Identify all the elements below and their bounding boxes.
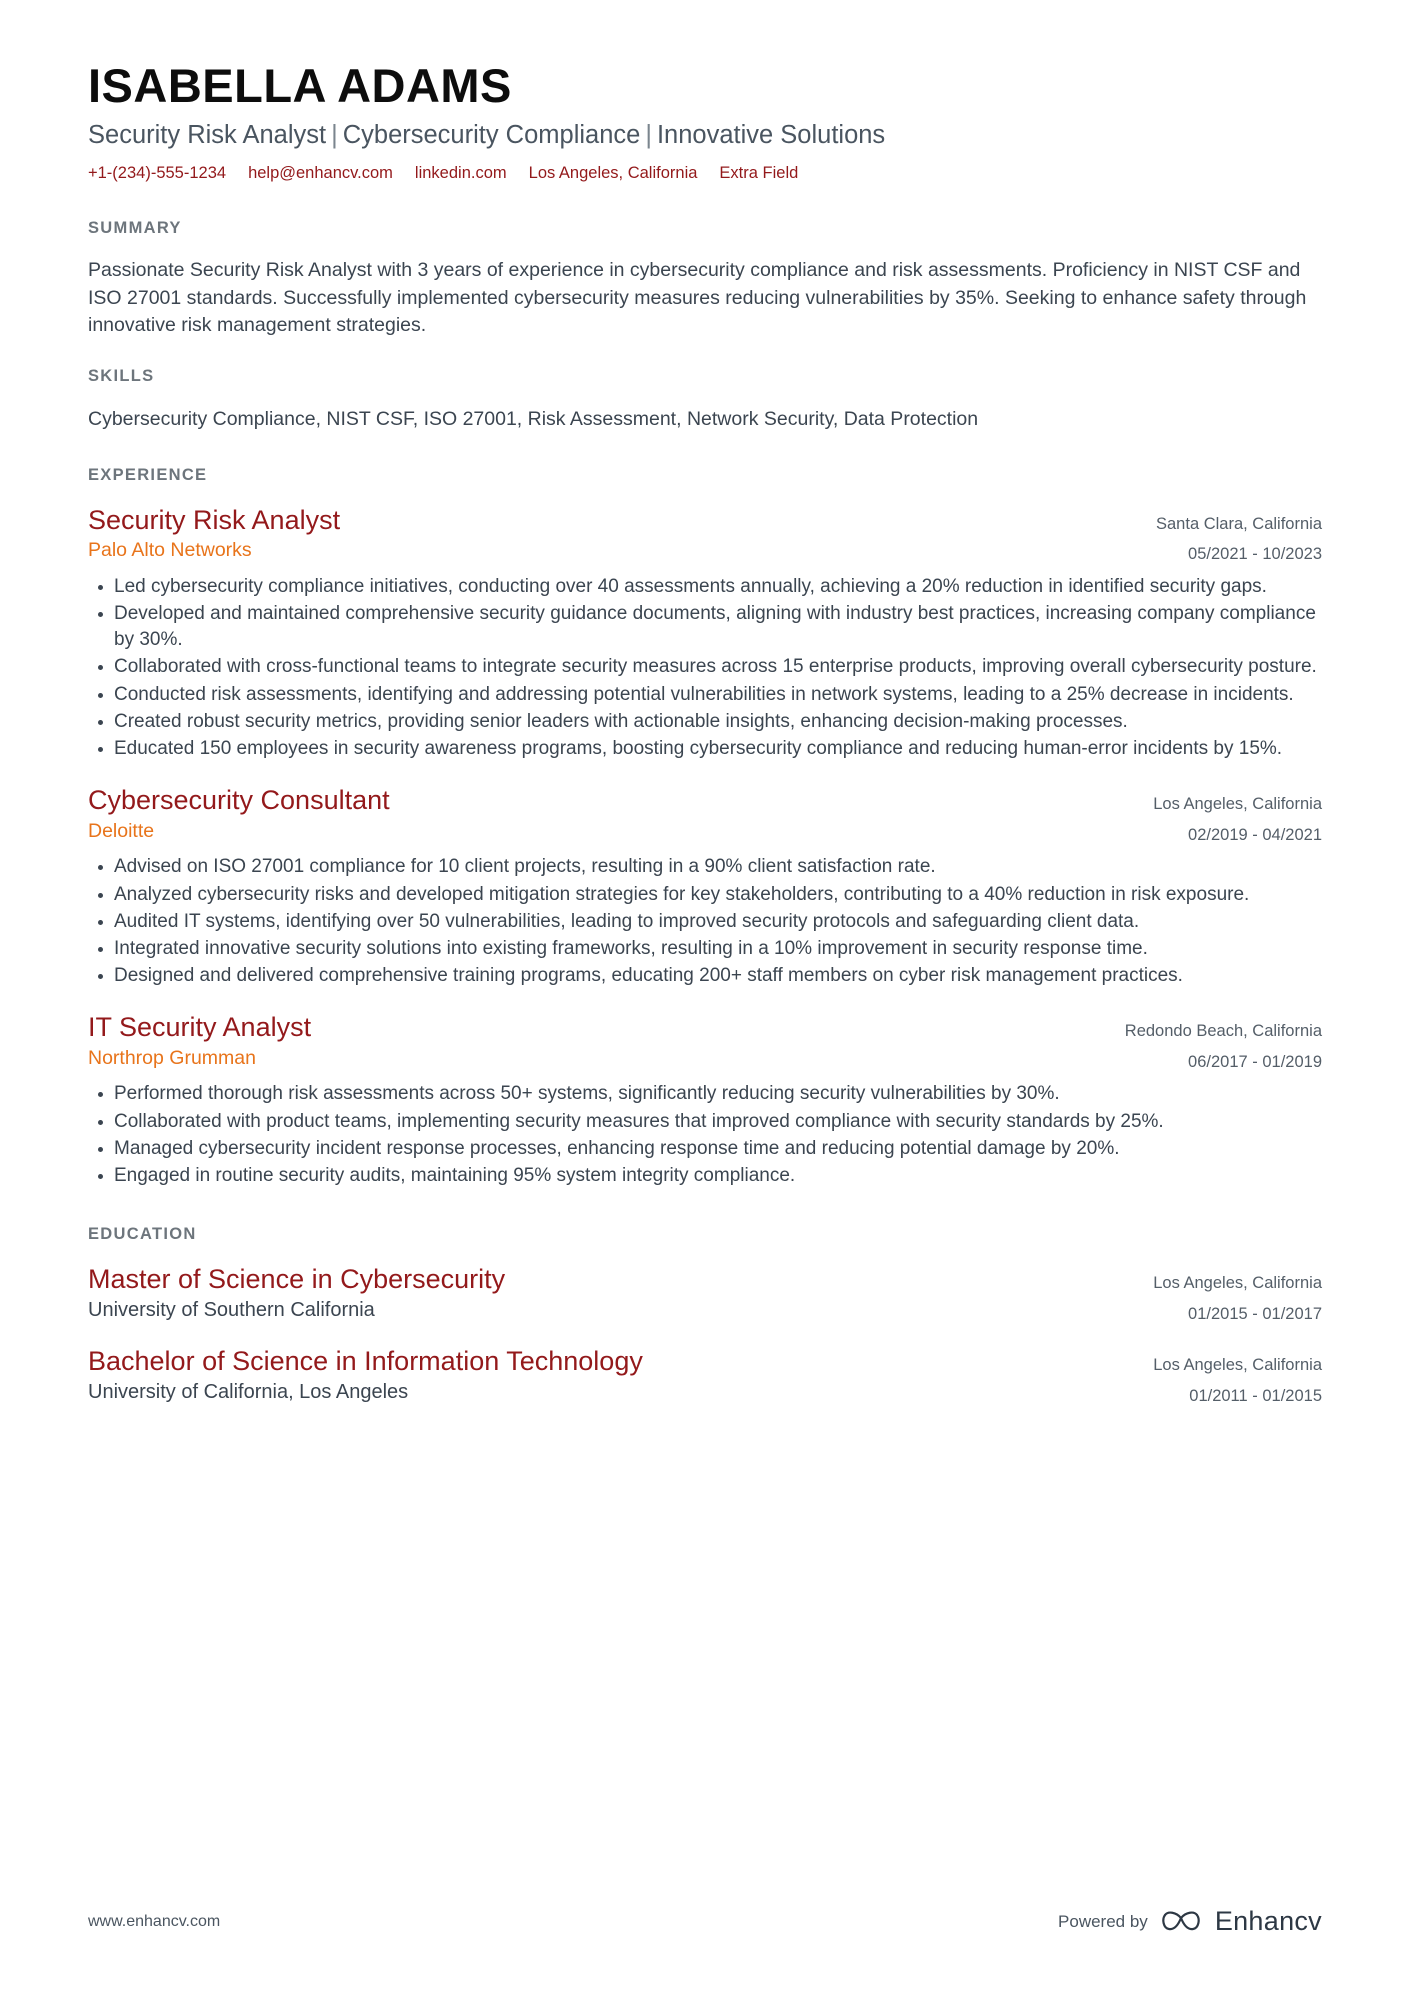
job-dates: 02/2019 - 04/2021 bbox=[1188, 825, 1322, 844]
job-bullet: Designed and delivered comprehensive training programs, educating 200+ staff members on cyber risk management practices. bbox=[88, 963, 1322, 989]
contact-linkedin[interactable]: linkedin.com bbox=[414, 163, 507, 182]
job-dates: 06/2017 - 01/2019 bbox=[1188, 1052, 1322, 1071]
job-bullet: Collaborated with product teams, implementing security measures that improved compliance with security standards by 25%. bbox=[88, 1109, 1322, 1135]
powered-by-label: Powered by bbox=[1058, 1911, 1148, 1931]
degree-title: Master of Science in Cybersecurity bbox=[88, 1264, 506, 1295]
enhancv-mark-icon bbox=[1162, 1909, 1206, 1935]
experience-entry-header bbox=[88, 1011, 1322, 1077]
summary-heading: SUMMARY bbox=[88, 218, 182, 237]
job-bullet: Created robust security metrics, providing senior leaders with actionable insights, enhancing decision-making processes. bbox=[88, 709, 1322, 735]
education-entry bbox=[88, 1263, 1322, 1329]
job-title: IT Security Analyst bbox=[88, 1012, 312, 1043]
education-dates: 01/2011 - 01/2015 bbox=[1189, 1386, 1322, 1405]
job-bullet: Managed cybersecurity incident response processes, enhancing response time and reducing potential damage by 20%. bbox=[88, 1136, 1322, 1162]
education-heading: EDUCATION bbox=[88, 1225, 197, 1244]
education-location: Los Angeles, California bbox=[1153, 1356, 1322, 1375]
job-title: Security Risk Analyst bbox=[88, 504, 341, 535]
job-bullets bbox=[88, 574, 1322, 763]
job-bullet: Audited IT systems, identifying over 50 vulnerabilities, leading to improved security protocols and safeguarding client data. bbox=[88, 909, 1322, 935]
job-bullet: Engaged in routine security audits, maintaining 95% system integrity compliance. bbox=[88, 1163, 1322, 1189]
contact-extra-field: Extra Field bbox=[719, 163, 799, 182]
school-name: University of Southern California bbox=[88, 1299, 375, 1322]
job-dates: 05/2021 - 10/2023 bbox=[1188, 545, 1322, 564]
job-bullet: Collaborated with cross-functional teams to integrate security measures across 15 enterprise products, improving overall cybersecurity posture. bbox=[88, 654, 1322, 680]
tagline-part-3: Innovative Solutions bbox=[656, 121, 886, 150]
footer-website-url[interactable]: www.enhancv.com bbox=[88, 1912, 221, 1930]
education-section bbox=[88, 1225, 1322, 1411]
skills-heading: SKILLS bbox=[88, 367, 155, 386]
company-name: Deloitte bbox=[88, 819, 155, 842]
experience-entry-header bbox=[88, 504, 1322, 570]
education-entry-header bbox=[88, 1263, 1322, 1329]
contact-location: Los Angeles, California bbox=[528, 163, 698, 182]
education-dates: 01/2015 - 01/2017 bbox=[1188, 1304, 1322, 1323]
experience-entry bbox=[88, 504, 1322, 763]
contact-email[interactable]: help@enhancv.com bbox=[248, 163, 393, 182]
education-entry bbox=[88, 1345, 1322, 1411]
job-bullet: Analyzed cybersecurity risks and developed mitigation strategies for key stakeholders, contributing to a 40% reduction in risk exposure. bbox=[88, 882, 1322, 908]
education-entry-header bbox=[88, 1345, 1322, 1411]
skills-text: Cybersecurity Compliance, NIST CSF, ISO 27001, Risk Assessment, Network Security, Data Protection bbox=[88, 408, 979, 431]
contact-row bbox=[88, 162, 1322, 185]
job-bullet: Integrated innovative security solutions into existing frameworks, resulting in a 10% improvement in security response time. bbox=[88, 936, 1322, 962]
job-location: Santa Clara, California bbox=[1156, 514, 1322, 533]
tagline-part-2: Cybersecurity Compliance bbox=[342, 121, 641, 150]
job-title: Cybersecurity Consultant bbox=[88, 785, 390, 816]
summary-section bbox=[88, 219, 1322, 341]
resume-header bbox=[88, 58, 1322, 185]
education-location: Los Angeles, California bbox=[1153, 1274, 1322, 1293]
job-bullet: Conducted risk assessments, identifying and addressing potential vulnerabilities in network systems, leading to a 25% decrease in incidents. bbox=[88, 682, 1322, 708]
tagline-separator-2: | bbox=[645, 121, 652, 150]
job-bullet: Educated 150 employees in security awareness programs, boosting cybersecurity compliance and reducing human-error incidents by 15%. bbox=[88, 736, 1322, 762]
tagline-part-1: Security Risk Analyst bbox=[88, 121, 327, 150]
job-bullet: Performed thorough risk assessments across 50+ systems, significantly reducing security vulnerabilities by 30%. bbox=[88, 1081, 1322, 1107]
experience-heading: EXPERIENCE bbox=[88, 465, 208, 484]
tagline-separator-1: | bbox=[331, 121, 338, 150]
candidate-tagline bbox=[88, 119, 1322, 152]
skills-section bbox=[88, 367, 1322, 433]
job-bullets bbox=[88, 1081, 1322, 1189]
job-bullet: Developed and maintained comprehensive security guidance documents, aligning with industry best practices, increasing company compliance by 30%. bbox=[88, 601, 1322, 653]
experience-entry bbox=[88, 784, 1322, 989]
job-bullet: Led cybersecurity compliance initiatives, conducting over 40 assessments annually, achieving a 20% reduction in identified security gaps. bbox=[88, 574, 1322, 600]
experience-entry bbox=[88, 1011, 1322, 1189]
candidate-name: ISABELLA ADAMS bbox=[88, 59, 512, 112]
company-name: Palo Alto Networks bbox=[88, 539, 252, 562]
summary-text: Passionate Security Risk Analyst with 3 years of experience in cybersecurity compliance and risk assessments. Proficiency in NIST CSF and ISO 27001 standards. Successfully implemented cybersecurity measures reducing vulnerabilities by 35%. Seeking to enhance safety through innovative risk management strategies. bbox=[88, 258, 1307, 337]
enhancv-logo bbox=[1162, 1906, 1322, 1937]
footer-branding bbox=[1058, 1906, 1322, 1937]
job-bullets bbox=[88, 854, 1322, 989]
company-name: Northrop Grumman bbox=[88, 1047, 256, 1070]
job-location: Los Angeles, California bbox=[1153, 795, 1322, 814]
degree-title: Bachelor of Science in Information Technology bbox=[88, 1346, 643, 1377]
contact-phone[interactable]: +1-(234)-555-1234 bbox=[88, 163, 227, 182]
school-name: University of California, Los Angeles bbox=[88, 1381, 409, 1404]
experience-section bbox=[88, 466, 1322, 1190]
experience-entry-header bbox=[88, 784, 1322, 850]
enhancv-brand-name: Enhancv bbox=[1214, 1906, 1322, 1936]
job-bullet: Advised on ISO 27001 compliance for 10 client projects, resulting in a 90% client satisfaction rate. bbox=[88, 854, 1322, 880]
page-footer bbox=[88, 1906, 1322, 1937]
job-location: Redondo Beach, California bbox=[1124, 1022, 1322, 1041]
